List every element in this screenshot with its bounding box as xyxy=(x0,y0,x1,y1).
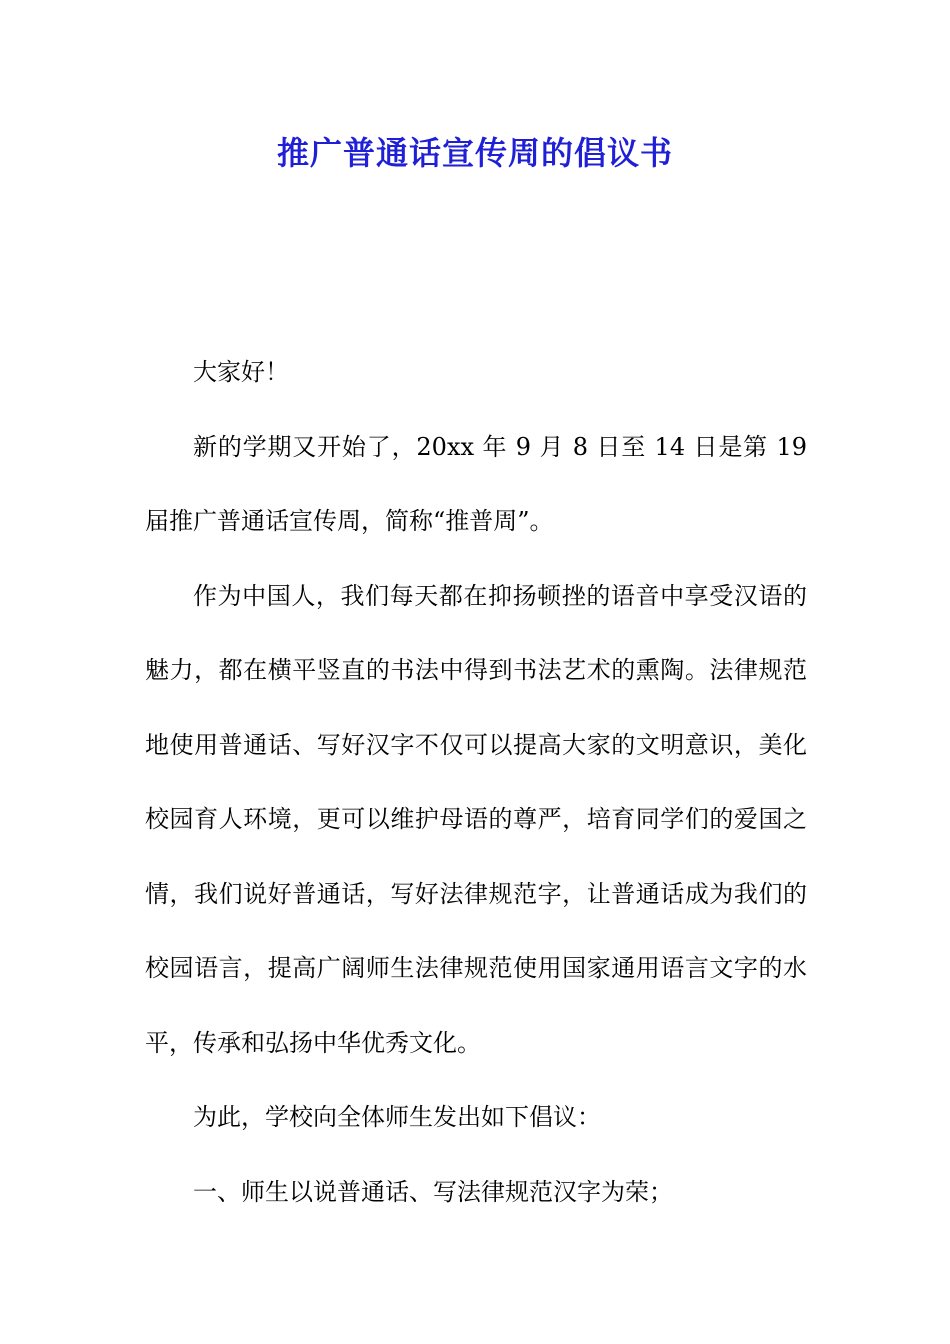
intro-paragraph: 新的学期又开始了，20xx 年 9 月 8 日至 14 日是第 19 届推广普通话宣传周，简称“推普周”。 xyxy=(145,432,807,535)
proposal-item-1: 一、师生以说普通话、写法律规范汉字为荣； xyxy=(193,1177,673,1206)
greeting-paragraph: 大家好！ xyxy=(193,358,289,386)
document-body xyxy=(145,335,807,1229)
main-paragraph: 作为中国人，我们每天都在抑扬顿挫的语音中享受汉语的魅力，都在横平竖直的书法中得到书法艺术的熏陶。法律规范地使用普通话、写好汉字不仅可以提高大家的文明意识，美化校园育人环境，更可以维护母语的尊严，培育同学们的爱国之情，我们说好普通话，写好法律规范字，让普通话成为我们的校园语言，提高广阔师生法律规范使用国家通用语言文字的水平，传承和弘扬中华优秀文化。 xyxy=(145,581,807,1057)
document-title: 推广普通话宣传周的倡议书 xyxy=(276,134,673,172)
proposal-intro-paragraph: 为此，学校向全体师生发出如下倡议： xyxy=(193,1103,601,1131)
